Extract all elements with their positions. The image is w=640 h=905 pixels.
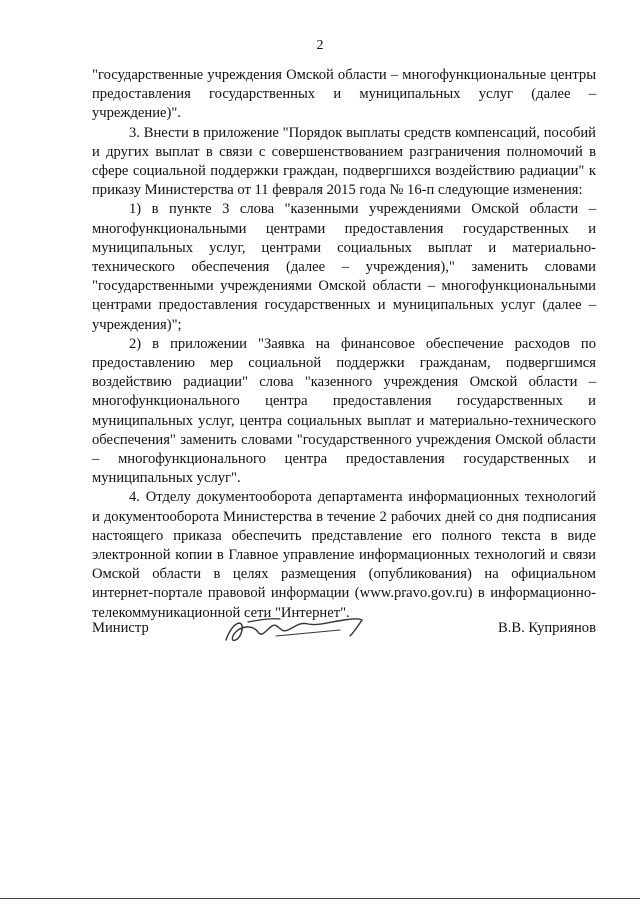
signature-block — [92, 610, 596, 650]
page-bottom-rule — [0, 898, 640, 899]
paragraph-item-4: 4. Отделу документооборота департамента информационных технологий и документооборота Министерства в течение 2 рабочих дней со дня подписания настоящего приказа обеспечить представление его полного текста в виде электронной копии в Главное управление информационных технологий и связи Омской области в целях размещения (опубликования) на официальном интернет-портале правовой информации (www.pravo.gov.ru) в информационно-телекоммуникационной сети "Интернет". — [92, 489, 596, 621]
paragraph-subitem-1: 1) в пункте 3 слова "казенными учреждениями Омской области – многофункциональными центрами предоставления государственных и муниципальных услуг, центрами социальных выплат и материально-технического обеспечения (далее – учреждения)," заменить словами "государственными учреждениями Омской области – многофункциональными центрами предоставления государственных и муниципальных услуг (далее – учреждения)"; — [92, 201, 596, 333]
paragraph-subitem-2: 2) в приложении "Заявка на финансовое обеспечение расходов по предоставлению мер социальной поддержки гражданам, подвергшимся воздействию радиации" слова "казенного учреждения Омской области – многофункционального центра предоставления государственных и муниципальных услуг, центра социальных выплат и материально-технического обеспечения" заменить словами "государственного учреждения Омской области – многофункционального центра предоставления государственных и муниципальных услуг". — [92, 335, 596, 487]
signer-title: Министр — [92, 620, 149, 636]
page-number: 2 — [316, 38, 324, 53]
handwritten-signature — [218, 610, 368, 650]
paragraph-item-3: 3. Внести в приложение "Порядок выплаты средств компенсаций, пособий и других выплат в связи с совершенствованием разграничения полномочий в сфере социальной поддержки граждан, подвергшихся воздействию радиации" к приказу Министерства от 11 февраля 2015 года № 16-п следующие изменения: — [92, 124, 596, 199]
document-body — [92, 66, 596, 623]
signer-name: В.В. Куприянов — [498, 620, 596, 636]
paragraph-continuation: "государственные учреждения Омской области – многофункциональные центры предоставления государственных и муниципальных услуг (далее – учреждение)". — [92, 67, 596, 122]
